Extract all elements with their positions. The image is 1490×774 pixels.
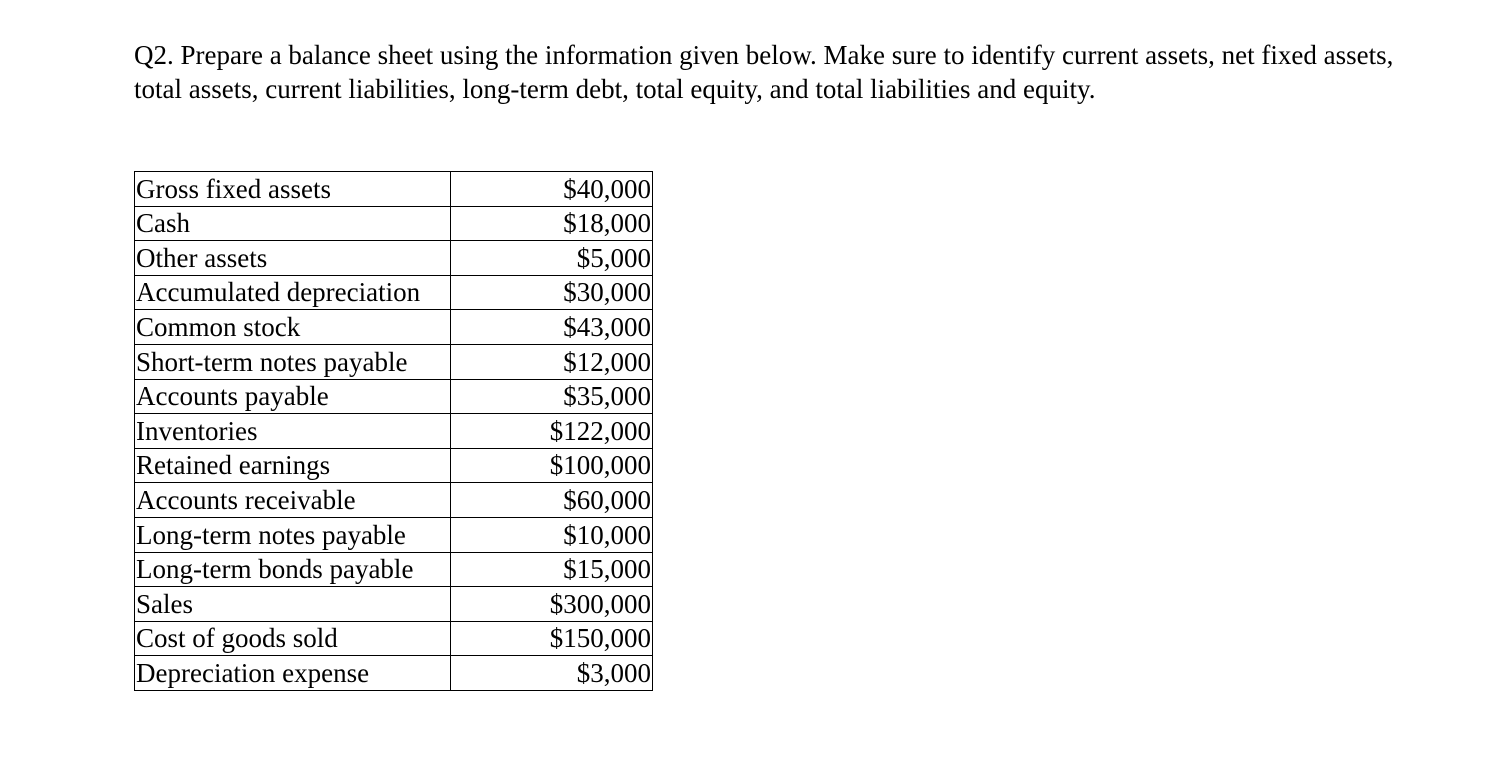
row-label: Cash <box>135 206 451 241</box>
table-row <box>135 414 653 449</box>
row-value: $18,000 <box>451 206 653 241</box>
row-label: Gross fixed assets <box>135 172 451 207</box>
row-label: Long-term bonds payable <box>135 552 451 587</box>
row-label: Long-term notes payable <box>135 517 451 552</box>
table-row <box>135 448 653 483</box>
row-value: $122,000 <box>451 414 653 449</box>
table-row <box>135 552 653 587</box>
table-row <box>135 621 653 656</box>
row-label: Accumulated depreciation <box>135 275 451 310</box>
row-value: $150,000 <box>451 621 653 656</box>
table-row <box>135 206 653 241</box>
row-value: $300,000 <box>451 587 653 622</box>
row-value: $3,000 <box>451 656 653 691</box>
row-label: Other assets <box>135 241 451 276</box>
row-label: Accounts receivable <box>135 483 451 518</box>
table-row <box>135 483 653 518</box>
row-value: $35,000 <box>451 379 653 414</box>
table-row <box>135 656 653 691</box>
table-row <box>135 379 653 414</box>
table-row <box>135 241 653 276</box>
row-label: Accounts payable <box>135 379 451 414</box>
row-label: Depreciation expense <box>135 656 451 691</box>
row-label: Short-term notes payable <box>135 344 451 379</box>
table-row <box>135 344 653 379</box>
table-body <box>135 172 653 691</box>
row-value: $10,000 <box>451 517 653 552</box>
row-value: $43,000 <box>451 310 653 345</box>
question-text: Q2. Prepare a balance sheet using the information given below. Make sure to identify current assets, net fixed assets, total assets, current liabilities, long-term debt, total equity, and total liabilities and equity. <box>134 40 1394 104</box>
table-row <box>135 310 653 345</box>
row-value: $12,000 <box>451 344 653 379</box>
row-label: Cost of goods sold <box>135 621 451 656</box>
row-value: $15,000 <box>451 552 653 587</box>
row-value: $60,000 <box>451 483 653 518</box>
row-value: $100,000 <box>451 448 653 483</box>
row-value: $30,000 <box>451 275 653 310</box>
table-row <box>135 587 653 622</box>
row-value: $5,000 <box>451 241 653 276</box>
row-label: Retained earnings <box>135 448 451 483</box>
table-row <box>135 517 653 552</box>
financial-data-table <box>134 171 653 691</box>
row-value: $40,000 <box>451 172 653 207</box>
table-row <box>135 275 653 310</box>
row-label: Inventories <box>135 414 451 449</box>
row-label: Sales <box>135 587 451 622</box>
row-label: Common stock <box>135 310 451 345</box>
table-row <box>135 172 653 207</box>
